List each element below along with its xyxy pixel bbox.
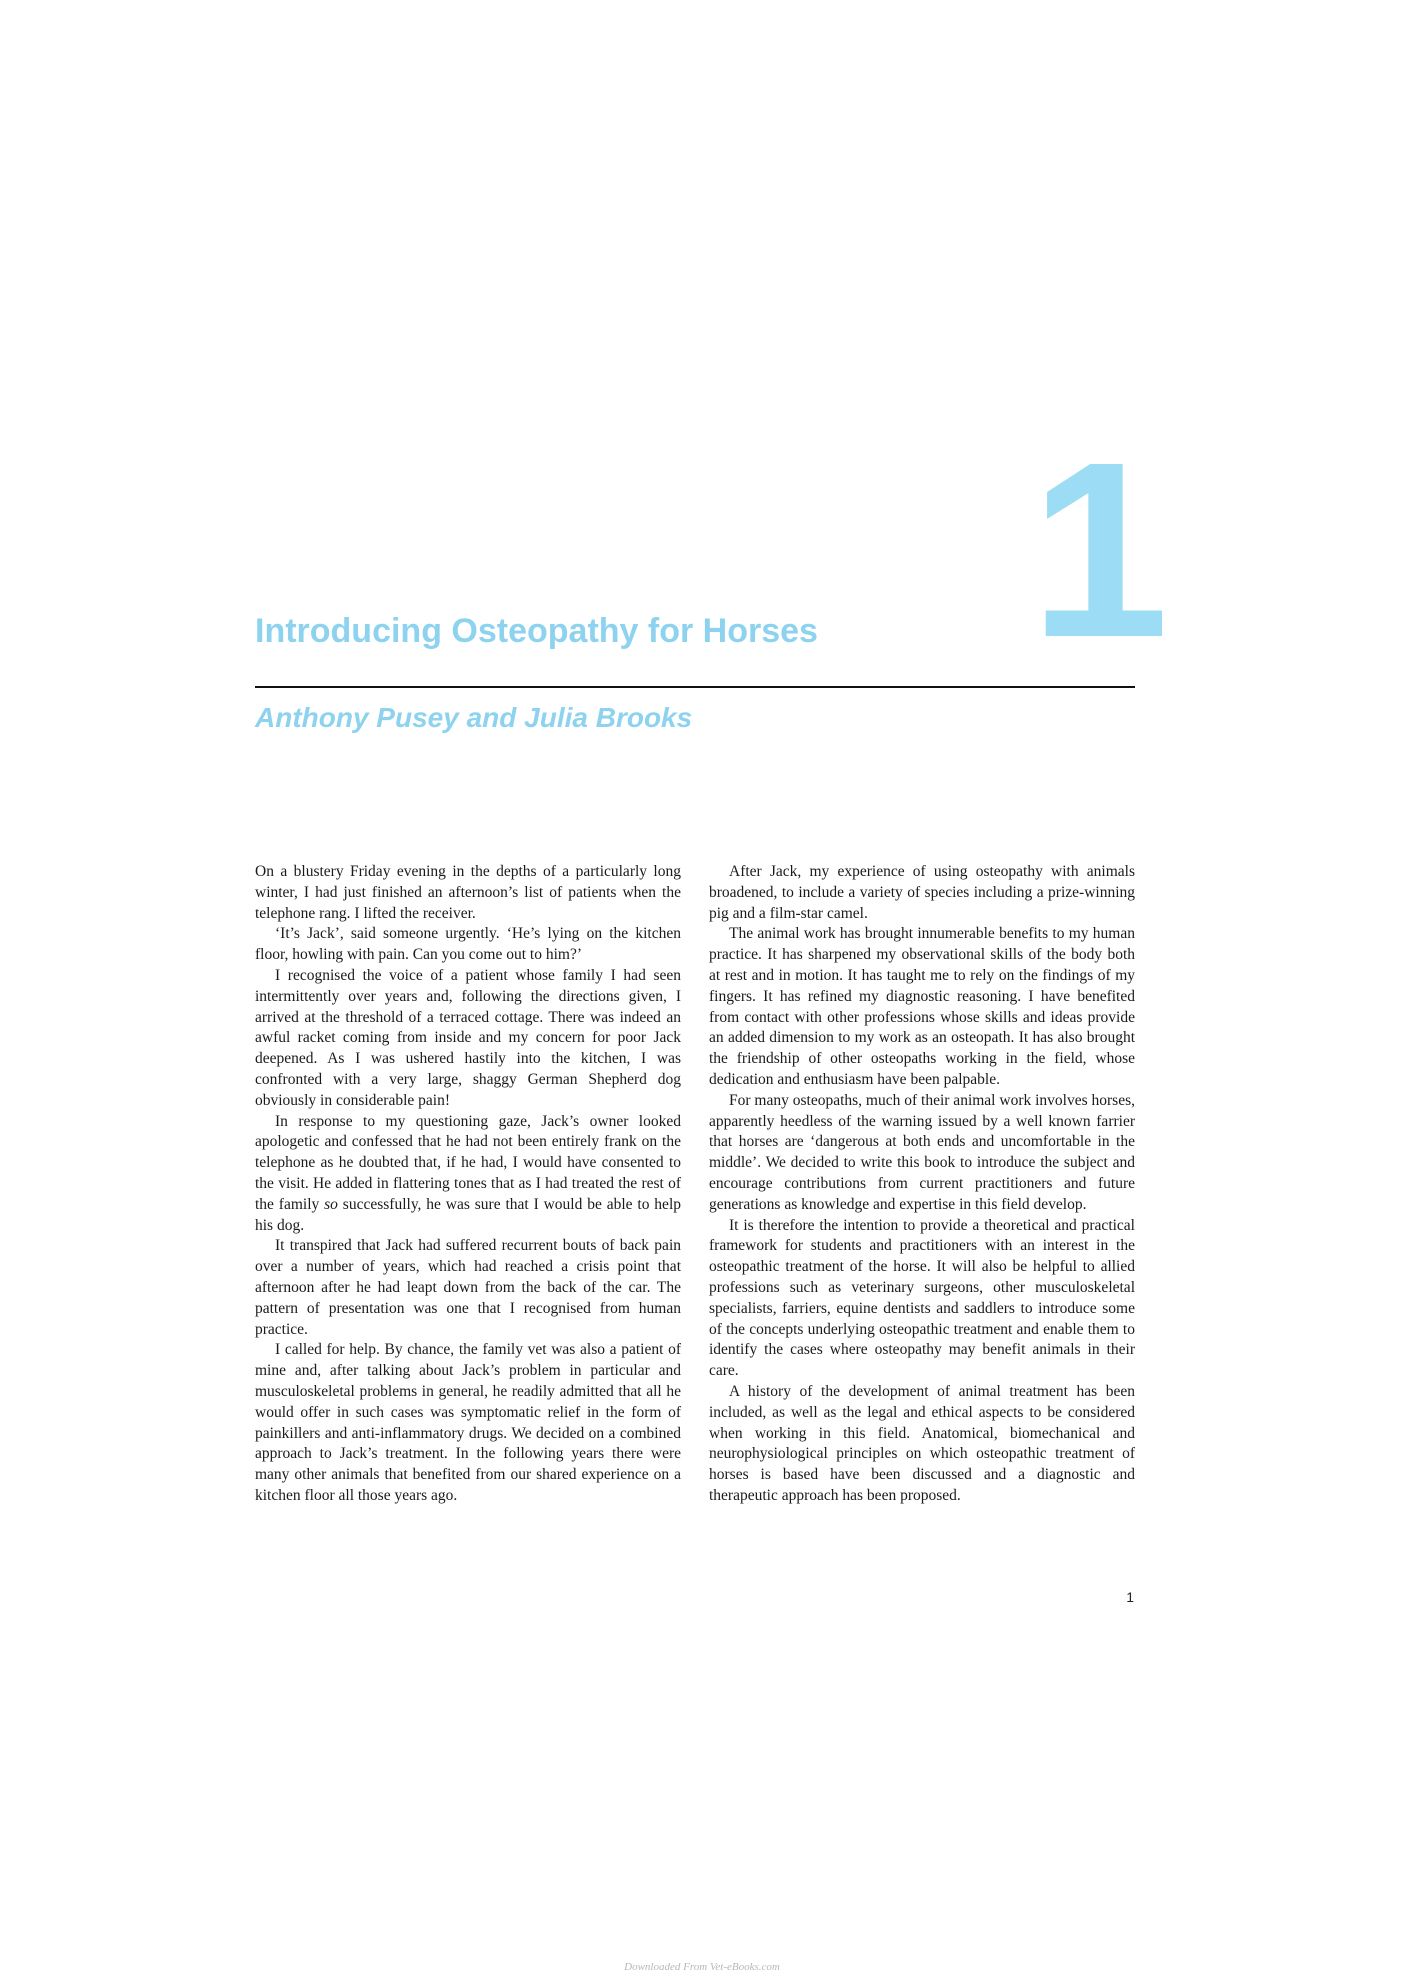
paragraph: ‘It’s Jack’, said someone urgently. ‘He’s lying on the kitchen floor, howling with pain. Can you come out to him?’ <box>255 925 681 964</box>
chapter-authors: Anthony Pusey and Julia Brooks <box>255 702 693 733</box>
body-column-left <box>255 862 681 1507</box>
paragraph: It is therefore the intention to provide a theoretical and practical framework for students and practitioners with an interest in the osteopathic treatment of the horse. It will also be helpful to allied professions such as veterinary surgeons, other musculoskeletal specialists, farriers, equine dentists and saddlers to introduce some of the concepts underlying osteopathic treatment and enable them to identify the cases where osteopathy may benefit animals in their care. <box>709 1216 1135 1380</box>
paragraph: For many osteopaths, much of their animal work involves horses, apparently heedless of the warning issued by a well known farrier that horses are ‘dangerous at both ends and uncomfortable in the middle’. We decided to write this book to introduce the subject and encourage contributions from current practitioners and future generations as knowledge and expertise in this field develop. <box>709 1091 1135 1213</box>
emphasis-text: so <box>324 1195 338 1213</box>
chapter-number: 1 <box>1030 410 1170 689</box>
paragraph: After Jack, my experience of using osteopathy with animals broadened, to include a variety of species including a prize-winning pig and a film-star camel. <box>709 863 1135 922</box>
title-divider <box>255 686 1135 688</box>
paragraph: I called for help. By chance, the family vet was also a patient of mine and, after talking about Jack’s problem in particular and musculoskeletal problems in general, he readily admitted that all he would offer in such cases was symptomatic relief in the form of painkillers and anti-inflammatory drugs. We decided on a combined approach to Jack’s treatment. In the following years there were many other animals that benefited from our shared experience on a kitchen floor all those years ago. <box>255 1341 681 1504</box>
footer-watermark: Downloaded From Vet-eBooks.com <box>624 1961 780 1973</box>
paragraph: The animal work has brought innumerable benefits to my human practice. It has sharpened my observational skills of the body both at rest and in motion. It has taught me to rely on the findings of my fingers. It has refined my diagnostic reasoning. I have benefited from contact with other professions whose skills and ideas provide an added dimension to my work as an osteopath. It has also brought the friendship of other osteopaths working in the field, whose dedication and enthusiasm have been palpable. <box>709 925 1135 1088</box>
page-number: 1 <box>1126 1589 1134 1605</box>
paragraph: A history of the development of animal treatment has been included, as well as the legal and ethical aspects to be considered when working in this field. Anatomical, biomechanical and neurophysiological principles on which osteopathic treatment of horses is based have been discussed and a diagnostic and therapeutic approach has been proposed. <box>709 1382 1135 1504</box>
paragraph-text: successfully, he was sure that I would be able to help his dog. <box>255 1195 681 1234</box>
chapter-title: Introducing Osteopathy for Horses <box>255 612 818 650</box>
paragraph-text: In response to my questioning gaze, Jack’s owner looked apologetic and confessed that he had not been entirely frank on the telephone as he doubted that, if he had, I would have consented to the visit. He added in flattering tones that as I had treated the rest of the family <box>255 1112 681 1213</box>
body-column-right <box>709 862 1135 1507</box>
paragraph: On a blustery Friday evening in the depths of a particularly long winter, I had just finished an afternoon’s list of patients when the telephone rang. I lifted the receiver. <box>255 863 681 922</box>
paragraph: I recognised the voice of a patient whose family I had seen intermittently over years and, following the directions given, I arrived at the threshold of a terraced cottage. There was indeed an awful racket coming from inside and my concern for poor Jack deepened. As I was ushered hastily into the kitchen, I was confronted with a very large, shaggy German Shepherd dog obviously in considerable pain! <box>255 966 681 1109</box>
paragraph <box>255 1112 681 1237</box>
paragraph: It transpired that Jack had suffered recurrent bouts of back pain over a number of years, which had reached a crisis point that afternoon after he had leapt down from the back of the car. The pattern of presentation was one that I recognised from human practice. <box>255 1237 681 1338</box>
